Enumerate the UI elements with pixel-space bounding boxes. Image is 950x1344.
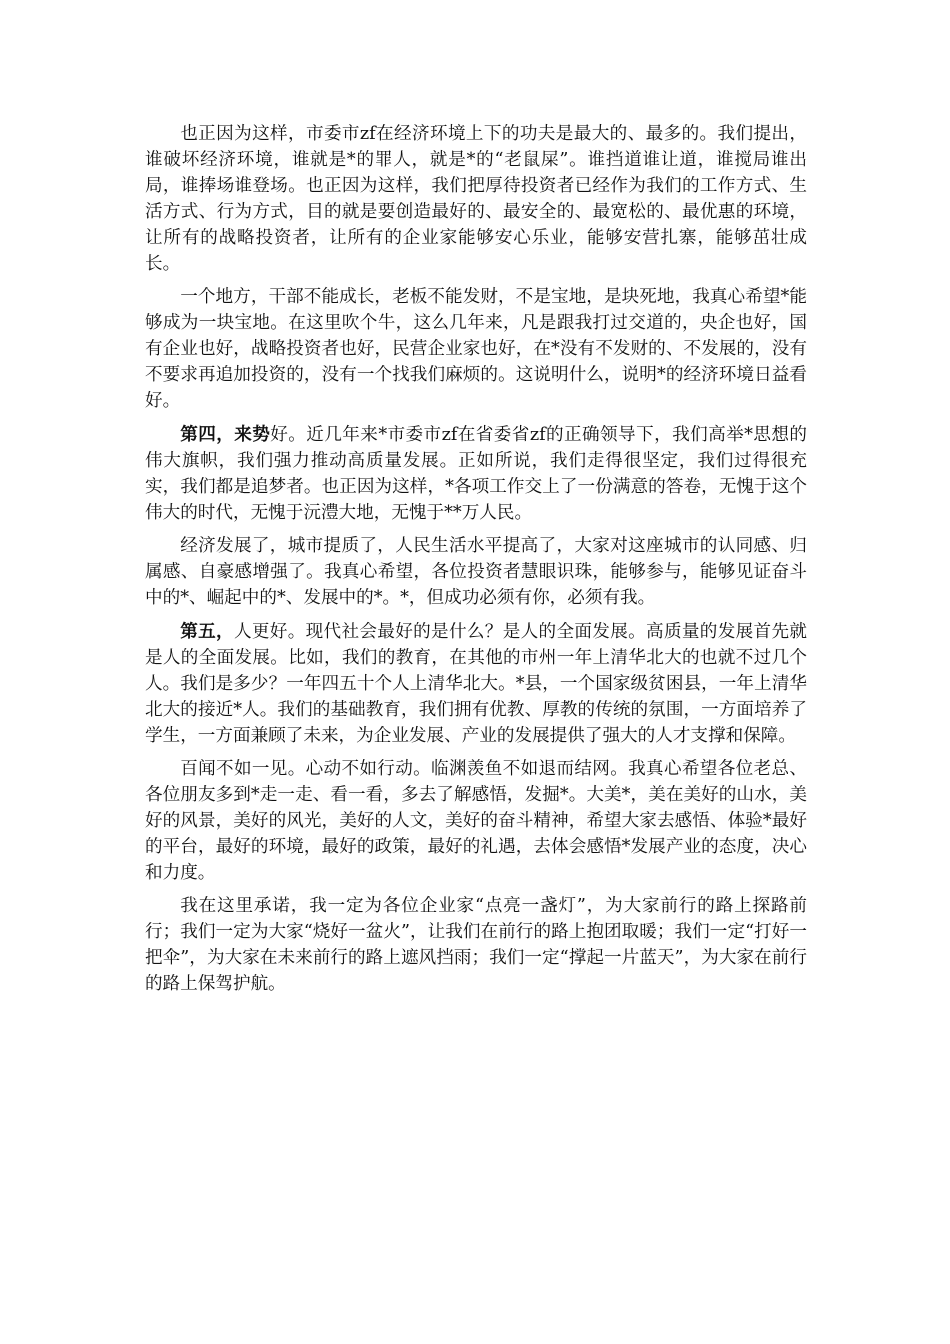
paragraph-4 xyxy=(145,534,807,612)
paragraph-6-text: 百闻不如一见。心动不如行动。临渊羡鱼不如退而结网。我真心希望各位老总、各位朋友多到*走一走、看一看，多去了解感悟，发掘*。大美*，美在美好的山水，美好的风景，美好的风光，美好的人文，美好的奋斗精神，希望大家去感悟、体验*最好的平台，最好的环境，最好的政策，最好的礼遇，去体会感悟*发展产业的态度，决心和力度。 xyxy=(145,759,807,883)
paragraph-4-text: 经济发展了，城市提质了，人民生活水平提高了，大家对这座城市的认同感、归属感、自豪感增强了。我真心希望，各位投资者慧眼识珠，能够参与，能够见证奋斗中的*、崛起中的*、发展中的*。*，但成功必须有你，必须有我。 xyxy=(145,536,807,608)
paragraph-3 xyxy=(145,422,807,527)
paragraph-2-text: 一个地方，干部不能成长，老板不能发财，不是宝地，是块死地，我真心希望*能够成为一块宝地。在这里吹个牛，这么几年来，凡是跟我打过交道的，央企也好，国有企业也好，战略投资者也好，民营企业家也好，在*没有不发财的、不发展的，没有不要求再追加投资的，没有一个找我们麻烦的。这说明什么，说明*的经济环境日益看好。 xyxy=(145,286,807,411)
paragraph-3-text: 好。近几年来*市委市zf在省委省zf的正确领导下，我们高举*思想的伟大旗帜，我们强力推动高质量发展。正如所说，我们走得很坚定，我们过得很充实，我们都是追梦者。也正因为这样，*各项工作交上了一份满意的答卷，无愧于这个伟大的时代，无愧于沅澧大地，无愧于**万人民。 xyxy=(145,424,807,523)
paragraph-1-text: 也正因为这样，市委市zf在经济环境上下的功夫是最大的、最多的。我们提出，谁破坏经济环境，谁就是*的罪人，就是*的“老鼠屎”。谁挡道谁让道，谁搅局谁出局，谁捧场谁登场。也正因为这样，我们把厚待投资者已经作为我们的工作方式、生活方式、行为方式，目的就是要创造最好的、最安全的、最宽松的、最优惠的环境，让所有的战略投资者，让所有的企业家能够安心乐业，能够安营扎寨，能够茁壮成长。 xyxy=(145,124,807,274)
paragraph-1 xyxy=(145,122,807,277)
paragraph-7 xyxy=(145,894,807,998)
paragraph-5-lead: 第五， xyxy=(180,621,234,643)
paragraph-3-lead: 第四，来势 xyxy=(180,423,271,445)
paragraph-6 xyxy=(145,757,807,887)
paragraph-5-text: 人更好。现代社会最好的是什么？是人的全面发展。高质量的发展首先就是人的全面发展。比如，我们的教育，在其他的市州一年上清华北大的也就不过几个人。我们是多少？一年四五十个人上清华北大。*县，一个国家级贫困县，一年上清华北大的接近*人。我们的基础教育，我们拥有优教、厚教的传统的氛围，一方面培养了学生，一方面兼顾了未来，为企业发展、产业的发展提供了强大的人才支撑和保障。 xyxy=(145,622,807,746)
paragraph-5 xyxy=(145,619,807,750)
document-body xyxy=(145,122,807,1006)
paragraph-7-text: 我在这里承诺，我一定为各位企业家“点亮一盏灯”，为大家前行的路上探路前行；我们一定为大家“烧好一盆火”，让我们在前行的路上抱团取暖；我们一定“打好一把伞”，为大家在未来前行的路上遮风挡雨；我们一定“撑起一片蓝天”，为大家在前行的路上保驾护航。 xyxy=(145,896,807,995)
paragraph-2 xyxy=(145,285,807,415)
